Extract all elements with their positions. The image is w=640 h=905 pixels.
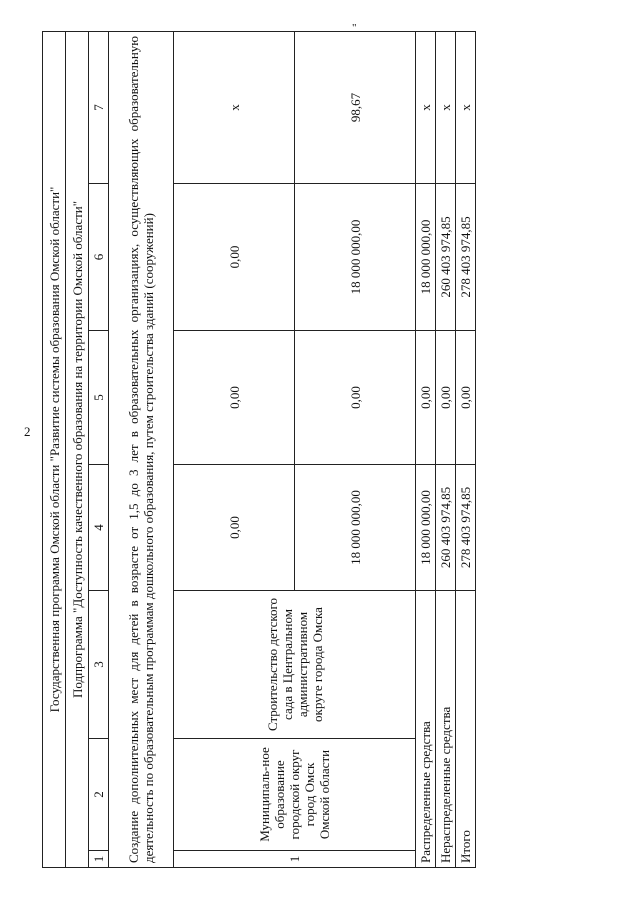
total-value: 18 000 000,00 bbox=[416, 184, 436, 331]
total-value: x bbox=[416, 31, 436, 183]
column-number-row bbox=[89, 31, 109, 867]
value-cell: 0,00 bbox=[174, 331, 295, 465]
value-cell: 0,00 bbox=[174, 184, 295, 331]
total-label: Нераспределенные средства bbox=[436, 591, 456, 868]
page-number: 2 bbox=[24, 424, 31, 439]
value-cell: x bbox=[174, 31, 295, 183]
subprogram-title-row bbox=[66, 31, 89, 867]
rotated-table-container bbox=[42, 32, 473, 868]
total-value: 278 403 974,85 bbox=[456, 465, 476, 591]
total-label: Распределенные средства bbox=[416, 591, 436, 868]
total-value: 278 403 974,85 bbox=[456, 184, 476, 331]
total-row bbox=[436, 31, 456, 867]
task-description: Создание дополнительных мест для детей в возрасте от 1,5 до 3 лет в образовательных организациях, осуществляющих образовательную деятельность по образовательным программам дошкольного образования, путем строительства зданий (сооружений) bbox=[109, 31, 174, 867]
column-number: 6 bbox=[89, 184, 109, 331]
subprogram-title: Подпрограмма "Доступность качественного образования на территории Омской области" bbox=[66, 31, 89, 867]
row-number: 1 bbox=[174, 851, 416, 868]
municipality-cell: Муниципаль-ное образование городской округ город Омск Омской области bbox=[174, 739, 416, 851]
value-cell: 0,00 bbox=[174, 465, 295, 591]
total-value: 260 403 974,85 bbox=[436, 465, 456, 591]
object-row-top bbox=[174, 31, 295, 867]
closing-quote: " bbox=[352, 22, 357, 34]
total-value: 0,00 bbox=[456, 331, 476, 465]
total-row bbox=[416, 31, 436, 867]
total-value: 0,00 bbox=[436, 331, 456, 465]
total-value: 18 000 000,00 bbox=[416, 465, 436, 591]
task-row bbox=[109, 31, 174, 867]
total-label: Итого bbox=[456, 591, 476, 868]
total-value: x bbox=[436, 31, 456, 183]
column-number: 3 bbox=[89, 591, 109, 739]
program-title-row bbox=[43, 31, 66, 867]
value-cell: 18 000 000,00 bbox=[295, 465, 416, 591]
value-cell: 98,67 bbox=[295, 31, 416, 183]
column-number: 2 bbox=[89, 739, 109, 851]
program-title: Государственная программа Омской области "Развитие системы образования Омской области" bbox=[43, 31, 66, 867]
column-number: 5 bbox=[89, 331, 109, 465]
column-number: 1 bbox=[89, 851, 109, 868]
object-description: Строительство детского сада в Центральном административном округе города Омска bbox=[174, 591, 416, 739]
total-value: 260 403 974,85 bbox=[436, 184, 456, 331]
funding-table bbox=[42, 31, 476, 868]
value-cell: 0,00 bbox=[295, 331, 416, 465]
value-cell: 18 000 000,00 bbox=[295, 184, 416, 331]
column-number: 7 bbox=[89, 31, 109, 183]
total-row bbox=[456, 31, 476, 867]
total-value: 0,00 bbox=[416, 331, 436, 465]
column-number: 4 bbox=[89, 465, 109, 591]
total-value: x bbox=[456, 31, 476, 183]
